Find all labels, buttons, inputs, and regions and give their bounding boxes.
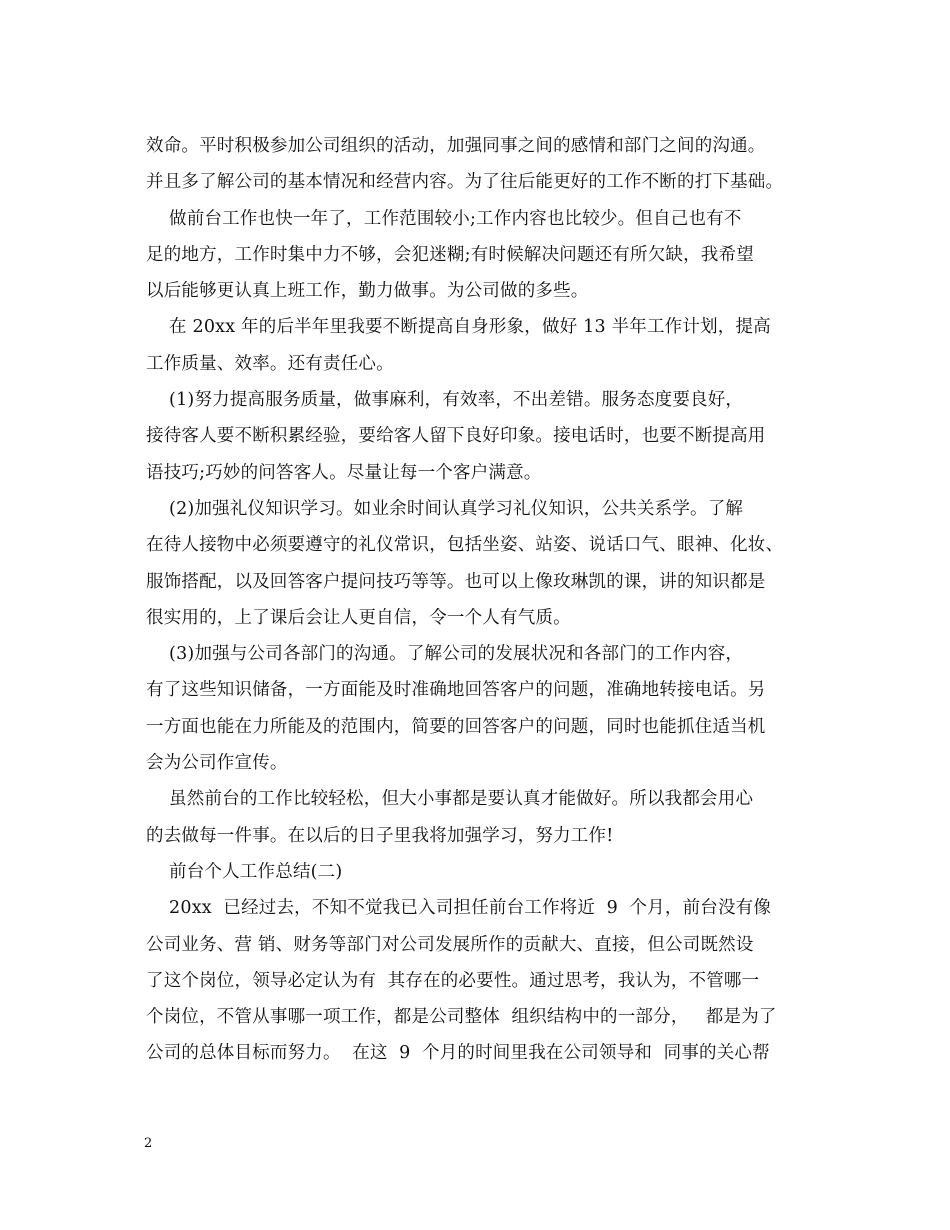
text-line: (2)加强礼仪知识学习。如业余时间认真学习礼仪知识，公共关系学。了解 — [146, 498, 744, 519]
text-line: 接待客人要不断积累经验，要给客人留下良好印象。接电话时，也要不断提高用 — [146, 426, 766, 447]
text-line: 会为公司作宣传。 — [146, 753, 288, 774]
text-line: 20xx 已经过去，不知不觉我已入司担任前台工作将近 9 个月，前台没有像 — [146, 898, 772, 919]
text-line: (3)加强与公司各部门的沟通。了解公司的发展状况和各部门的工作内容， — [146, 644, 744, 665]
text-line: 的去做每一件事。在以后的日子里我将加强学习，努力工作! — [146, 825, 614, 846]
text-line: 在待人接物中必须要遵守的礼仪常识，包括坐姿、站姿、说话口气、眼神、化妆、 — [146, 535, 784, 556]
text-line: 了这个岗位，领导必定认为有 其存在的必要性。通过思考，我认为，不管哪一 — [146, 970, 760, 991]
text-line: 有了这些知识储备，一方面能及时准确地回答客户的问题，准确地转接电话。另 — [146, 680, 766, 701]
text-line: 效命。平时积极参加公司组织的活动，加强同事之间的感情和部门之间的沟通。 — [146, 136, 766, 156]
text-line: 公司业务、营 销、财务等部门对公司发展所作的贡献大、直接，但公司既然设 — [146, 934, 754, 955]
text-line: (1)努力提高服务质量，做事麻利，有效率，不出差错。服务态度要良好， — [146, 390, 744, 411]
section-heading: 前台个人工作总结(二) — [146, 861, 343, 882]
text-line: 一方面也能在力所能及的范围内，简要的回答客户的问题，同时也能抓住适当机 — [146, 716, 766, 737]
page-number: 2 — [144, 1136, 153, 1151]
text-line: 在 20xx 年的后半年里我要不断提高自身形象，做好 13 半年工作计划，提高 — [146, 317, 771, 338]
text-line: 以后能够更认真上班工作，勤力做事。为公司做的多些。 — [146, 281, 589, 302]
text-line: 个岗位，不管从事哪一项工作，都是公司整体 组织结构中的一部分， 都是为了 — [146, 1007, 777, 1028]
text-line: 足的地方，工作时集中力不够，会犯迷糊;有时候解决问题还有所欠缺，我希望 — [146, 244, 754, 265]
text-line: 做前台工作也快一年了，工作范围较小;工作内容也比较少。但自己也有不 — [146, 208, 742, 229]
text-line: 很实用的，上了课后会让人更自信，令一个人有气质。 — [146, 607, 571, 628]
text-line: 公司的总体目标而努力。 在这 9 个月的时间里我在公司领导和 同事的关心帮 — [146, 1043, 770, 1064]
text-line: 服饰搭配，以及回答客户提问技巧等等。也可以上像玫琳凯的课，讲的知识都是 — [146, 571, 766, 592]
body-text — [146, 128, 826, 1072]
text-line: 虽然前台的工作比较轻松，但大小事都是要认真才能做好。所以我都会用心 — [146, 789, 754, 810]
text-line: 语技巧;巧妙的问答客人。尽量让每一个客户满意。 — [146, 462, 542, 483]
text-line: 并且多了解公司的基本情况和经营内容。为了往后能更好的工作不断的打下基础。 — [146, 172, 784, 193]
text-line: 工作质量、效率。还有责任心。 — [146, 353, 394, 374]
